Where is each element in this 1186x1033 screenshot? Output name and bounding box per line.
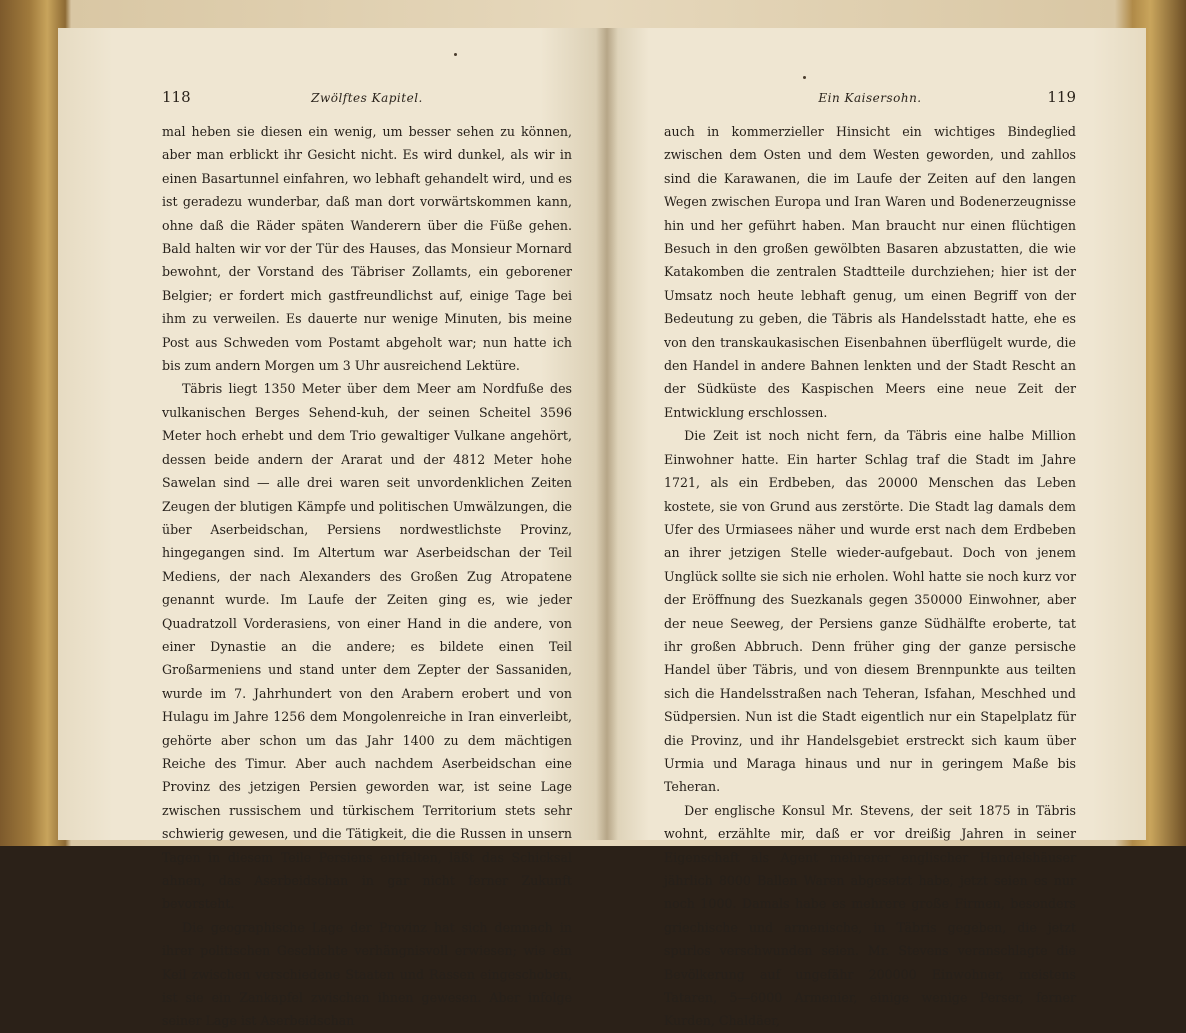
right-paragraph-3: Der englische Konsul Mr. Stevens, der seit 1875 in Täbris wohnt, erzählte mir, daß er vor dreißig Jahren in seiner Eigenschaft als Agent mehrerer englischer Handelshäuser jährlich 8000 Ballen Waren abgesetzt habe, jetzt seien es nur noch 1000. Damals habe es mehrere große Firmen, besonders griechische und armenische, in Täbris gegeben, die jetzt spurlos verschwunden seien. Mr. Stevens veranschlagte die Bevölkerung auf ungefähr 200000 Einwohner, meistens Tataren, 5—6000 Armenier, einige wenige Perser, ferner Kurden, Chaldäer, xyxy=(664,802,1076,1029)
left-page xyxy=(58,28,606,1029)
book-gutter-shadow xyxy=(596,28,618,840)
left-page-header xyxy=(162,88,572,110)
left-running-head: Zwölftes Kapitel. xyxy=(311,91,423,105)
paper-speck xyxy=(803,76,806,79)
right-page-number: 119 xyxy=(1047,88,1076,106)
right-page xyxy=(606,28,1146,1029)
left-paragraph-1: mal heben sie diesen ein wenig, um besser sehen zu können, aber man erblickt ihr Gesicht nicht. Es wird dunkel, als wir in einen Basartunnel einfahren, wo lebhaft gehandelt wird, und es ist geradezu wunderbar, daß man dort vorwärtskommen kann, ohne daß die Räder späten Wanderern über die Füße gehen. Bald halten wir vor der Tür des Hauses, das Monsieur Mornard bewohnt, der Vorstand des Täbriser Zollamts, ein geborener Belgier; er fordert mich gastfreundlichst auf, einige Tage bei ihm zu verweilen. Es dauerte nur wenige Minuten, bis meine Post aus Schweden vom Postamt abgeholt war; nun hatte ich bis zum andern Morgen um 3 Uhr ausreichend Lektüre. xyxy=(162,124,572,374)
left-page-number: 118 xyxy=(162,88,191,106)
left-paragraph-3: Die geographische Lage der Provinz hat sich demnach in ihrer politischen Geschichte verhängnisvoll erwiesen; wie ein Keil zwischen verschiedene Staaten und Rassen eingeschoben, ist sie ein Zankapfel zwischen ihnen gewesen. Aber infolge seiner Lage ist Aserbeidschan xyxy=(162,919,572,1029)
right-running-head: Ein Kaisersohn. xyxy=(818,91,922,105)
paper-speck xyxy=(454,53,457,56)
right-paragraph-1: auch in kommerzieller Hinsicht ein wichtiges Bindeglied zwischen dem Osten und dem Westen geworden, und zahllos sind die Karawanen, die im Laufe der Zeiten auf den langen Wegen zwischen Europa und Iran Waren und Bodenerzeugnisse hin und her geführt haben. Man braucht nur einen flüchtigen Besuch in den großen gewölbten Basaren abzustatten, die wie Katakomben die zentralen Stadtteile durchziehen; hier ist der Umsatz noch heute lebhaft genug, um einen Begriff von der Bedeutung zu geben, die Täbris als Handelsstadt hatte, ehe es von den transkaukasischen Eisenbahnen überflügelt wurde, die den Handel in andere Bahnen lenkten und der Stadt Rescht an der Südküste des Kaspischen Meers eine neue Zeit der Entwicklung erschlossen. xyxy=(664,124,1076,420)
right-paragraph-2: Die Zeit ist noch nicht fern, da Täbris eine halbe Million Einwohner hatte. Ein harter Schlag traf die Stadt im Jahre 1721, als ein Erdbeben, das 20000 Menschen das Leben kostete, sie von Grund aus zerstörte. Die Stadt lag damals dem Ufer des Urmiasees näher und wurde erst nach dem Erdbeben an ihrer jetzigen Stelle wieder-aufgebaut. Doch von jenem Unglück sollte sie sich nie erholen. Wohl hatte sie noch kurz vor der Eröffnung des Suezkanals gegen 350000 Einwohner, aber der neue Seeweg, der Persiens ganze Südhälfte eroberte, tat ihr großen Abbruch. Denn früher ging der ganze persische Handel über Täbris, und von diesem Brennpunkte aus teilten sich die Handelsstraßen nach Teheran, Isfahan, Meschhed und Südpersien. Nun ist die Stadt eigentlich nur ein Stapelplatz für die Provinz, und ihr Handelsgebiet erstreckt sich kaum über Urmia und Maraga hinaus und nur in geringem Maße bis Teheran. xyxy=(664,428,1076,795)
left-page-text xyxy=(162,120,572,1033)
left-paragraph-2: Täbris liegt 1350 Meter über dem Meer am Nordfuße des vulkanischen Berges Sehend-kuh, der seinen Scheitel 3596 Meter hoch erhebt und dem Trio gewaltiger Vulkane angehört, dessen beide andern der Ararat und der 4812 Meter hohe Sawelan sind — alle drei waren seit unvordenklichen Zeiten Zeugen der blutigen Kämpfe und politischen Umwälzungen, die über Aserbeidschan, Persiens nordwestlichste Provinz, hingegangen sind. Im Altertum war Aserbeidschan der Teil Mediens, der nach Alexanders des Großen Zug Atropatene genannt wurde. Im Laufe der Zeiten ging es, wie jeder Quadratzoll Vorderasiens, von einer Hand in die andere, von einer Dynastie an die andere; es bildete einen Teil Großarmeniens und stand unter dem Zepter der Sassaniden, wurde im 7. Jahrhundert von den Arabern erobert und von Hulagu im Jahre 1256 dem Mongolenreiche in Iran einverleibt, gehörte aber schon um das Jahr 1400 zu dem mächtigen Reiche des Timur. Aber auch nachdem Aserbeidschan eine Provinz des jetzigen Persien geworden war, ist seine Lage zwischen russischem und türkischem Territorium stets sehr schwierig gewesen, und die Tätigkeit, die die Russen in unsern Tagen in diesem Teile Persiens entfalten, läßt das Schicksal ahnen, das Aserbeidschan in gar nicht ferner Zukunft bevorsteht. xyxy=(162,381,572,912)
right-page-text xyxy=(664,120,1076,1033)
right-page-header xyxy=(664,88,1076,110)
